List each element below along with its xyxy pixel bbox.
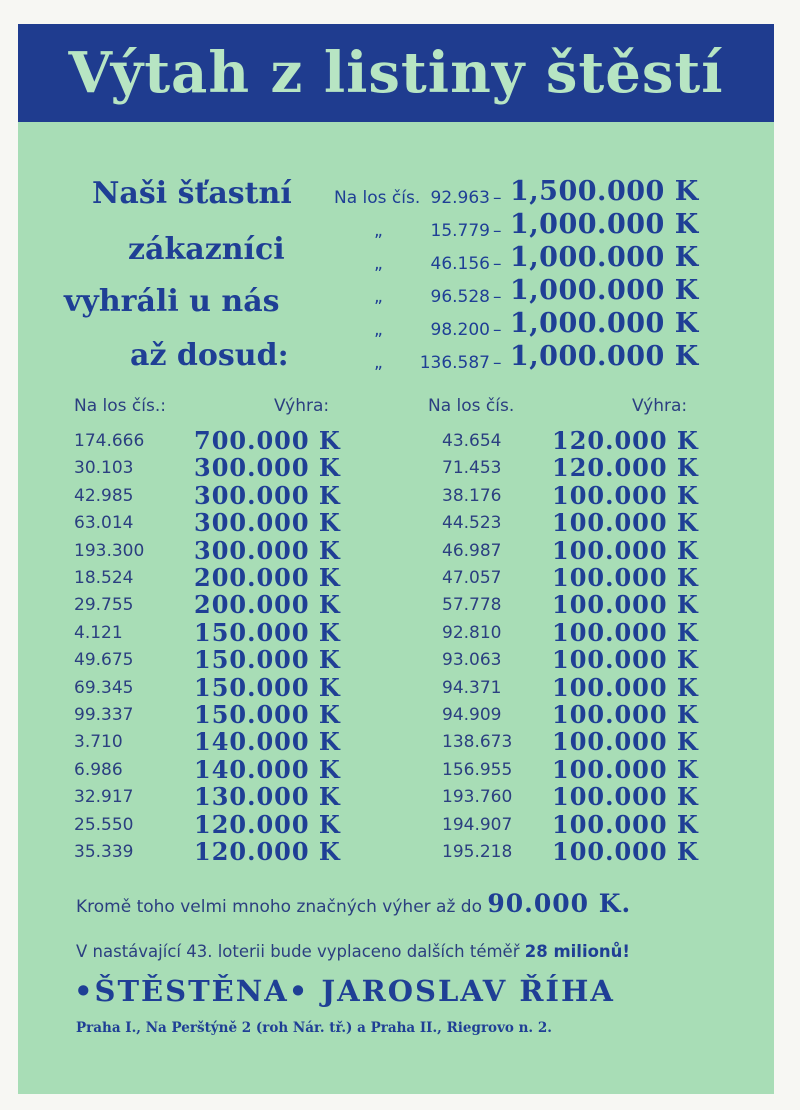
prize-amount: 300.000 K: [194, 480, 341, 510]
prize-amount: 100.000 K: [552, 672, 699, 702]
prize-amount: 100.000 K: [552, 645, 699, 675]
top-win-dash: –: [493, 221, 502, 241]
table-row: [18, 673, 774, 700]
footer-line-1: [76, 889, 631, 918]
intro-line-2: zákazníci: [128, 232, 285, 267]
lottery-number: 195.218: [442, 842, 513, 862]
lottery-number: 174.666: [74, 431, 145, 451]
lottery-number: 63.014: [74, 513, 134, 534]
table-row: [18, 727, 774, 757]
lottery-number: 92.810: [442, 622, 502, 643]
top-win-prefix: „: [374, 320, 383, 340]
prize-amount: 130.000 K: [194, 782, 341, 812]
top-win-dash: –: [493, 188, 502, 208]
top-win-row: [18, 176, 774, 206]
prize-amount: 100.000 K: [552, 727, 699, 757]
intro-line-3: vyhráli u nás: [64, 284, 280, 319]
right-number-header: Na los čís.: [428, 396, 515, 416]
lottery-number: 57.778: [442, 595, 502, 616]
lottery-number: 94.909: [442, 705, 502, 725]
top-win-prefix: „: [374, 353, 383, 373]
top-win-row: [18, 242, 774, 272]
table-row: [18, 453, 774, 483]
lottery-number: 194.907: [442, 814, 513, 835]
top-win-prefix: „: [374, 221, 383, 241]
table-row: [18, 508, 774, 538]
prize-amount: 150.000 K: [194, 645, 341, 675]
footer-line-1-text: Kromě toho velmi mnoho značných výher až do: [76, 897, 482, 917]
company-address: Praha I., Na Perštýně 2 (roh Nár. tř.) a Praha II., Riegrovo n. 2.: [76, 1020, 552, 1036]
lottery-number: 6.986: [74, 759, 123, 780]
top-win-number: 92.963: [430, 188, 490, 208]
top-win-number: 136.587: [419, 353, 490, 373]
top-win-dash: –: [493, 287, 502, 307]
footer-line-2: [76, 942, 630, 961]
footer-line-1-amount: 90.000 K.: [487, 889, 632, 918]
table-row: [18, 755, 774, 782]
lottery-number: 32.917: [74, 787, 134, 808]
footer-line-2-bold: 28 milionů!: [524, 942, 630, 961]
prize-amount: 100.000 K: [552, 563, 699, 592]
lottery-number: 94.371: [442, 677, 502, 698]
lottery-number: 46.987: [442, 540, 502, 561]
prize-amount: 140.000 K: [194, 754, 341, 784]
top-win-amount: 1,500.000 K: [510, 176, 699, 207]
top-win-dash: –: [493, 320, 502, 340]
lottery-number: 3.710: [74, 732, 123, 753]
lottery-number: 138.673: [442, 732, 513, 753]
top-win-dash: –: [493, 254, 502, 274]
prize-amount: 200.000 K: [194, 590, 341, 620]
prize-amount: 150.000 K: [194, 617, 341, 647]
prize-amount: 100.000 K: [552, 782, 699, 812]
table-row: [18, 810, 774, 837]
prize-amount: 100.000 K: [552, 590, 699, 620]
lottery-number: 38.176: [442, 485, 502, 506]
top-win-prefix: „: [374, 287, 383, 307]
prize-amount: 100.000 K: [552, 480, 699, 510]
company-name: •ŠTĚSTĚNA• JAROSLAV ŘÍHA: [74, 974, 615, 1008]
left-number-header: Na los čís.:: [74, 396, 166, 416]
lottery-number: 42.985: [74, 485, 134, 506]
prize-amount: 100.000 K: [552, 700, 699, 729]
lottery-number: 35.339: [74, 842, 134, 862]
lottery-number: 44.523: [442, 513, 502, 534]
right-prize-header: Výhra:: [632, 396, 688, 416]
left-prize-header: Výhra:: [274, 396, 330, 416]
top-win-prefix: „: [374, 254, 383, 274]
prize-amount: 100.000 K: [552, 837, 699, 866]
top-win-amount: 1,000.000 K: [510, 242, 699, 273]
lottery-number: 25.550: [74, 814, 134, 835]
table-row: [18, 563, 774, 590]
table-row: [18, 645, 774, 675]
lottery-number: 156.955: [442, 759, 513, 780]
lottery-number: 29.755: [74, 595, 134, 616]
top-win-dash: –: [493, 353, 502, 373]
top-win-number: 98.200: [430, 320, 490, 340]
lottery-number: 69.345: [74, 677, 134, 698]
table-row: [18, 837, 774, 864]
prize-amount: 300.000 K: [194, 535, 341, 565]
table-row: [18, 536, 774, 563]
prize-amount: 150.000 K: [194, 700, 341, 729]
lottery-flyer: [18, 24, 774, 1094]
prize-amount: 100.000 K: [552, 754, 699, 784]
table-row: [18, 481, 774, 508]
table-row: [18, 700, 774, 727]
lottery-number: 47.057: [442, 568, 502, 588]
top-win-prefix: Na los čís.: [334, 188, 421, 208]
lottery-number: 30.103: [74, 458, 134, 479]
top-win-row: [18, 275, 774, 305]
table-row: [18, 590, 774, 620]
top-win-row: [18, 308, 774, 338]
footer-line-2-text: V nastávající 43. loterii bude vyplaceno dalších téměř: [76, 942, 520, 961]
lottery-number: 99.337: [74, 705, 134, 725]
page-title: Výtah z listiny štěstí: [68, 40, 724, 106]
top-win-row: [18, 341, 774, 371]
prize-amount: 120.000 K: [552, 453, 699, 483]
lottery-number: 43.654: [442, 431, 502, 451]
prize-amount: 200.000 K: [194, 563, 341, 592]
intro-line-4: až dosud:: [130, 338, 289, 373]
table-row: [18, 782, 774, 812]
top-win-amount: 1,000.000 K: [510, 308, 699, 339]
lottery-number: 71.453: [442, 458, 502, 479]
top-win-amount: 1,000.000 K: [510, 341, 699, 372]
lottery-number: 93.063: [442, 650, 502, 671]
prize-amount: 120.000 K: [194, 809, 341, 839]
lottery-number: 18.524: [74, 568, 134, 588]
table-row: [18, 618, 774, 645]
prize-amount: 100.000 K: [552, 809, 699, 839]
intro-line-1: Naši šťastní: [92, 176, 292, 211]
lottery-number: 193.300: [74, 540, 145, 561]
lottery-number: 193.760: [442, 787, 513, 808]
top-win-row: [18, 209, 774, 239]
table-row: [18, 426, 774, 453]
lottery-number: 49.675: [74, 650, 134, 671]
top-win-amount: 1,000.000 K: [510, 209, 699, 240]
prize-amount: 100.000 K: [552, 508, 699, 538]
prize-amount: 150.000 K: [194, 672, 341, 702]
prize-amount: 100.000 K: [552, 617, 699, 647]
prize-amount: 100.000 K: [552, 535, 699, 565]
prize-amount: 120.000 K: [552, 426, 699, 455]
prize-amount: 300.000 K: [194, 453, 341, 483]
prize-amount: 300.000 K: [194, 508, 341, 538]
prize-amount: 700.000 K: [194, 426, 341, 455]
top-win-number: 96.528: [430, 287, 490, 307]
top-win-number: 15.779: [430, 221, 490, 241]
prize-amount: 140.000 K: [194, 727, 341, 757]
prize-amount: 120.000 K: [194, 837, 341, 866]
title-banner: [18, 24, 774, 122]
top-win-amount: 1,000.000 K: [510, 275, 699, 306]
top-win-number: 46.156: [430, 254, 490, 274]
lottery-number: 4.121: [74, 622, 123, 643]
